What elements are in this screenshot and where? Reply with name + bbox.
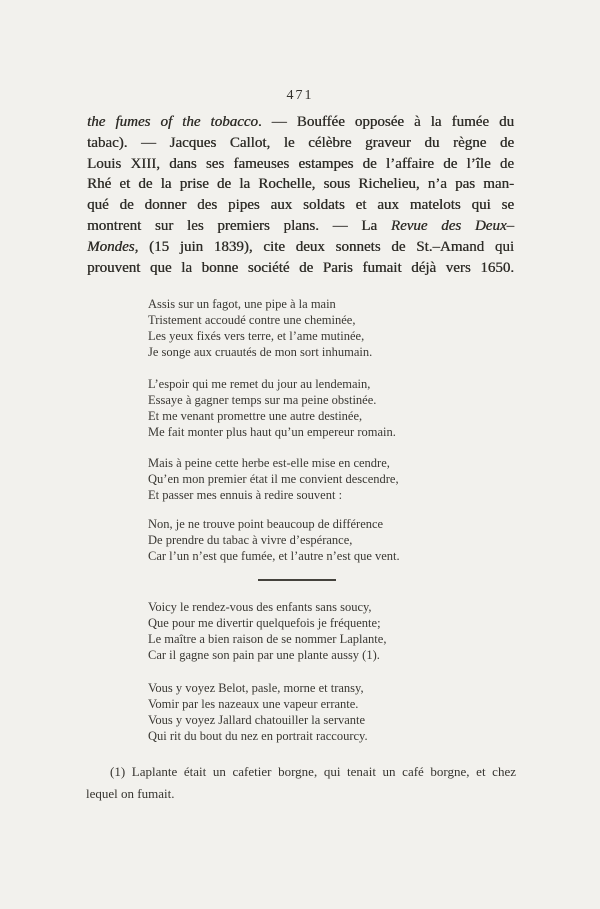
footnote	[86, 761, 516, 804]
verse-line: Essaye à gagner temps sur ma peine obstinée.	[148, 393, 377, 407]
footnote-line-1: (1) Laplante était un cafetier borgne, qui tenait un café borgne, et chez	[110, 764, 516, 779]
paragraph-line-7-roman: (15 juin 1839), cite deux sonnets de St.–Amand qui	[148, 238, 514, 255]
verse-line: L’espoir qui me remet du jour au lendemain,	[148, 377, 371, 391]
verse-line: Que pour me divertir quelquefois je fréquente;	[148, 616, 381, 630]
main-paragraph	[87, 112, 514, 278]
verse-line: Et me venant promettre une autre destinée,	[148, 409, 363, 423]
verse-line: Me fait monter plus haut qu’un empereur romain.	[148, 425, 396, 439]
poem-stanza-2	[148, 376, 396, 440]
verse-line: Les yeux fixés vers terre, et l’ame mutinée,	[148, 329, 365, 343]
paragraph-line-3: Louis XIII, dans ses fameuses estampes de l’affaire de l’île de	[87, 155, 514, 172]
paragraph-line-1	[87, 112, 514, 133]
paragraph-line-7	[87, 237, 514, 258]
verse-line: Non, je ne trouve point beaucoup de différence	[148, 517, 384, 531]
poem-stanza-6	[148, 680, 368, 744]
verse-line: De prendre du tabac à vivre d’espérance,	[148, 533, 353, 547]
paragraph-line-8: prouvent que la bonne société de Paris fumait déjà vers 1650.	[87, 259, 514, 276]
poem-stanza-3	[148, 455, 399, 503]
verse-line: Et passer mes ennuis à redire souvent :	[148, 488, 343, 502]
paragraph-line-1-italic: the fumes of the tobacco	[87, 114, 258, 130]
section-divider-rule	[258, 579, 336, 581]
verse-line: Vomir par les nazeaux une vapeur errante.	[148, 697, 359, 711]
verse-line: Mais à peine cette herbe est-elle mise en cendre,	[148, 456, 390, 470]
verse-line: Qui rit du bout du nez en portrait raccourcy.	[148, 729, 368, 743]
paragraph-line-4: Rhé et de la prise de la Rochelle, sous Richelieu, n’a pas man-	[87, 176, 514, 193]
paragraph-line-5: qué de donner des pipes aux soldats et aux matelots qui se	[87, 197, 514, 214]
paragraph-line-1-roman: . — Bouffée opposée à la fumée du	[257, 114, 514, 130]
paragraph-line-7-italic: Mondes,	[87, 238, 139, 255]
verse-line: Vous y voyez Belot, pasle, morne et transy,	[148, 681, 364, 695]
verse-line: Le maître a bien raison de se nommer Laplante,	[148, 632, 387, 646]
verse-line: Car il gagne son pain par une plante aussy (1).	[148, 648, 380, 662]
page-number: 471	[286, 88, 314, 103]
footnote-line-2: lequel on fumait.	[86, 785, 175, 801]
verse-line: Car l’un n’est que fumée, et l’autre n’est que vent.	[148, 549, 400, 563]
paragraph-line-6-italic: Revue des Deux–	[390, 217, 515, 234]
poem-stanza-1	[148, 296, 372, 360]
verse-line: Assis sur un fagot, une pipe à la main	[148, 297, 336, 311]
poem-stanza-5	[148, 599, 386, 663]
verse-line: Je songe aux cruautés de mon sort inhumain.	[148, 345, 373, 359]
paragraph-line-6-roman: montrent sur les premiers plans. — La	[87, 217, 378, 234]
poem-stanza-4	[148, 516, 400, 564]
paragraph-line-2: tabac). — Jacques Callot, le célèbre graveur du règne de	[87, 134, 514, 151]
verse-line: Tristement accoudé contre une cheminée,	[148, 313, 356, 327]
paragraph-line-6	[87, 216, 514, 237]
verse-line: Vous y voyez Jallard chatouiller la servante	[148, 713, 366, 727]
verse-line: Qu’en mon premier état il me convient descendre,	[148, 472, 399, 486]
verse-line: Voicy le rendez-vous des enfants sans soucy,	[148, 600, 372, 614]
